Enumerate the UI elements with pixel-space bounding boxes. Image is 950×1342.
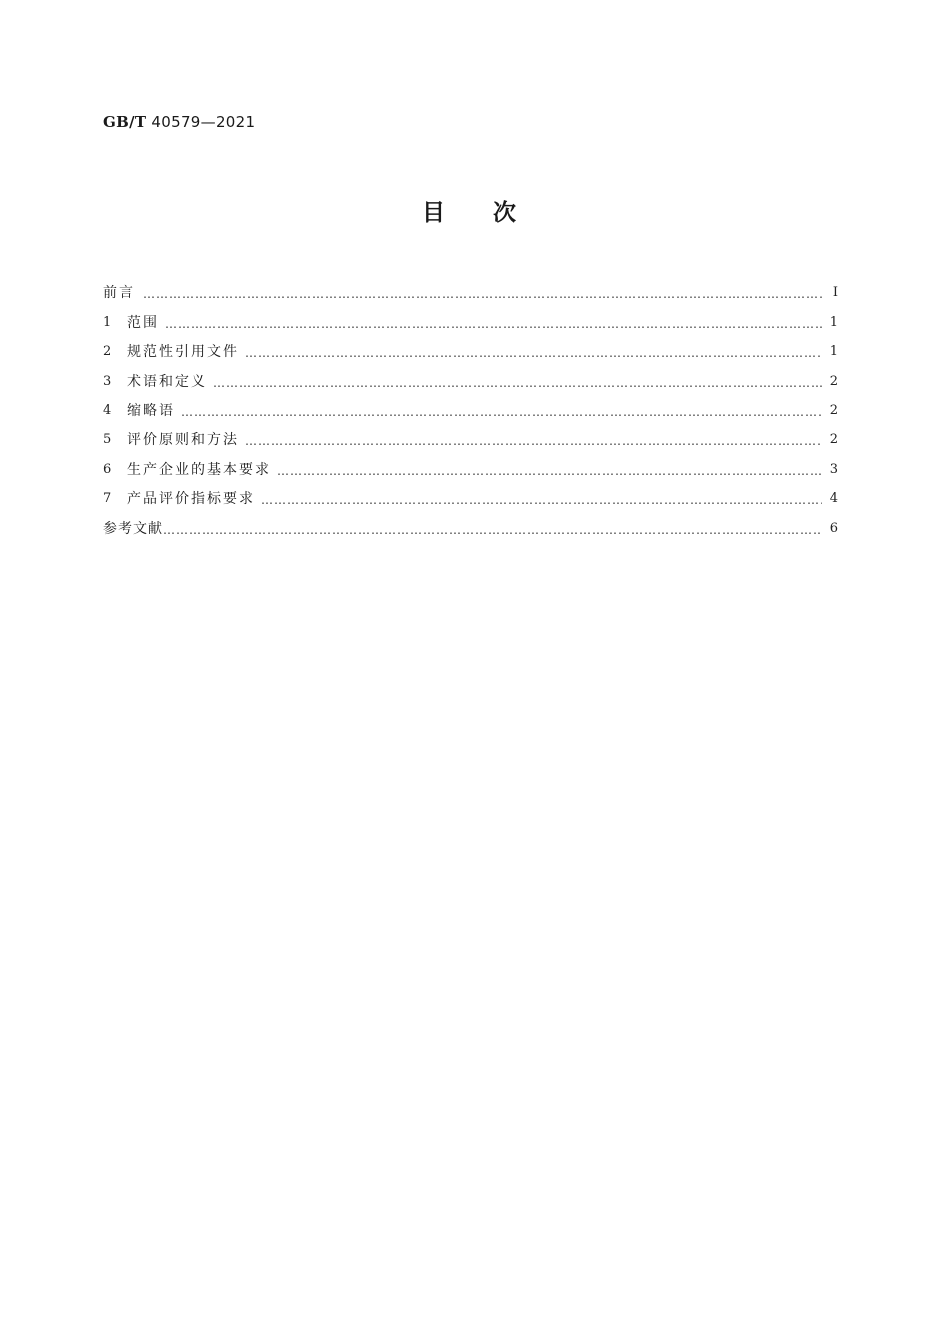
document-id-number: 40579—2021: [151, 113, 256, 131]
toc-entry-abbreviations[interactable]: [103, 392, 838, 421]
toc-entry-evaluation-principles[interactable]: [103, 421, 838, 450]
toc-entry-title: 生产企业的基本要求: [127, 461, 271, 478]
toc-entry-title: 产品评价指标要求: [127, 491, 255, 508]
toc-entry-normative-references[interactable]: [103, 333, 838, 362]
toc-entry-number: 3: [103, 373, 112, 389]
toc-entry-number: 4: [103, 402, 112, 418]
toc-entry-page: 2: [829, 432, 838, 448]
toc-leader-dots: [181, 403, 822, 421]
table-of-contents: [103, 274, 838, 539]
toc-entry-title: 范围: [127, 314, 159, 331]
toc-leader-dots: [163, 521, 822, 539]
toc-entry-title: 缩略语: [127, 402, 175, 419]
document-id-prefix: GB/T: [103, 113, 147, 131]
toc-entry-page: 4: [829, 491, 838, 507]
toc-entry-title: 参考文献: [103, 520, 163, 537]
toc-entry-basic-requirements[interactable]: [103, 450, 838, 479]
toc-leader-dots: [213, 374, 822, 392]
toc-entry-title: 前言: [103, 285, 135, 302]
toc-entry-page: 2: [829, 402, 838, 418]
toc-entry-bibliography[interactable]: [103, 509, 838, 538]
toc-leader-dots: [277, 462, 822, 480]
toc-entry-foreword[interactable]: [103, 274, 838, 303]
page-title: 目次: [422, 200, 564, 226]
toc-entry-terms-definitions[interactable]: [103, 362, 838, 391]
toc-entry-product-indicators[interactable]: [103, 480, 838, 509]
toc-entry-page: Ⅰ: [832, 285, 838, 301]
toc-entry-title: 规范性引用文件: [127, 344, 239, 361]
toc-entry-number: 6: [103, 461, 112, 477]
toc-entry-number: 2: [103, 344, 112, 360]
toc-entry-number: 1: [103, 314, 112, 330]
toc-entry-number: 5: [103, 432, 112, 448]
toc-entry-page: 6: [829, 520, 838, 536]
toc-entry-page: 3: [829, 461, 838, 477]
toc-leader-dots: [165, 315, 822, 333]
toc-entry-page: 1: [829, 314, 838, 330]
toc-entry-title: 评价原则和方法: [127, 432, 239, 449]
toc-entry-scope[interactable]: [103, 303, 838, 332]
toc-entry-page: 1: [829, 344, 838, 360]
toc-leader-dots: [245, 344, 822, 362]
toc-entry-page: 2: [829, 373, 838, 389]
toc-leader-dots: [261, 491, 822, 509]
toc-entry-number: 7: [103, 491, 112, 507]
toc-leader-dots: [143, 285, 822, 303]
toc-leader-dots: [245, 432, 822, 450]
document-id: [103, 113, 255, 131]
toc-entry-title: 术语和定义: [127, 373, 207, 390]
